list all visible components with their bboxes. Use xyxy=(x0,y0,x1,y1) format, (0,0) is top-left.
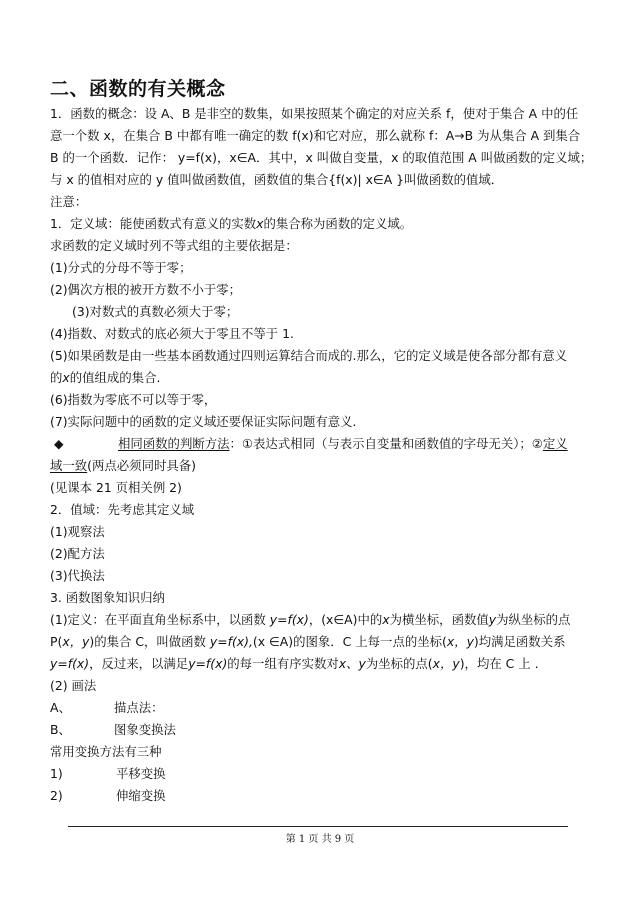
text-span: P( xyxy=(50,634,63,649)
graph-definition-line xyxy=(50,653,539,675)
method-a xyxy=(50,697,164,719)
text-span: 的 xyxy=(50,370,63,385)
list-item: (6)指数为零底不可以等于零， xyxy=(50,392,217,407)
text-span: ，反过来，以满足 xyxy=(89,656,189,671)
list-item: (1)分式的分母不等于零； xyxy=(50,260,192,275)
graph-heading: 3. 函数图象知识归纳 xyxy=(50,590,165,605)
transform-heading: 常用变换方法有三种 xyxy=(50,744,162,759)
text-span: 为纵坐标的点 xyxy=(496,612,571,627)
text-span: 为横坐标，函数值 xyxy=(389,612,489,627)
graph-definition-line xyxy=(50,631,565,653)
text-span: (两点必须同时具备) xyxy=(87,458,196,473)
text-span: 伸缩变换 xyxy=(116,788,166,803)
list-item: (3)对数式的真数必须大于零； xyxy=(72,304,239,319)
text-span: x xyxy=(62,370,70,385)
text-span: (1)定义：在平面直角坐标系中，以函数 xyxy=(50,612,270,627)
text-span: )的集合 C，叫做函数 xyxy=(89,634,210,649)
transform-item xyxy=(50,785,166,807)
paragraph-line: 1．函数的概念：设 A、B 是非空的数集，如果按照某个确定的对应关系 f，使对于集合 A 中的任 xyxy=(50,106,579,121)
text-span: x xyxy=(256,216,264,231)
domain-definition xyxy=(50,213,412,235)
list-item: (2)配方法 xyxy=(50,546,105,561)
text-span: 1．定义域：能使函数式有意义的实数 xyxy=(50,216,257,231)
paragraph-line: 求函数的定义域时列不等式组的主要依据是： xyxy=(50,238,298,253)
text-span: 的值组成的集合. xyxy=(69,370,161,385)
text-span: 域一致 xyxy=(50,458,88,473)
section-heading: 二、函数的有关概念 xyxy=(50,78,226,100)
text-span: y=f(x), xyxy=(209,634,253,649)
text-span: x，y xyxy=(432,656,460,671)
text-span: ，(x∈A)中的 xyxy=(308,612,383,627)
text-span: y=f(x) xyxy=(50,656,90,671)
list-item: (7)实际问题中的函数的定义域还要保证实际问题有意义. xyxy=(50,414,357,429)
text-span: ：①表达式相同（与表示自变量和函数值的字母无关）；② xyxy=(229,436,543,451)
text-span: x，y xyxy=(62,634,90,649)
same-function-rule xyxy=(118,433,568,455)
text-span: 的集合称为函数的定义域。 xyxy=(263,216,413,231)
draw-heading: (2) 画法 xyxy=(50,678,97,693)
method-b xyxy=(50,719,176,741)
note-label: 注意： xyxy=(50,194,88,209)
list-item: (3)代换法 xyxy=(50,568,105,583)
text-span: 的每一组有序实数对 xyxy=(227,656,339,671)
reference-note: (见课本 21 页相关例 2) xyxy=(50,480,182,495)
same-function-rule-cont xyxy=(50,455,196,477)
text-span: 图象变换法 xyxy=(114,722,176,737)
text-span: )均满足函数关系 xyxy=(473,634,566,649)
list-item: (2)偶次方根的被开方数不小于零； xyxy=(50,282,242,297)
list-item: (4)指数、对数式的底必须大于零且不等于 1. xyxy=(50,326,294,341)
paragraph-line: B 的一个函数．记作： y=f(x)，x∈A．其中，x 叫做自变量，x 的取值范围 A 叫做函数的定义域； xyxy=(50,150,593,165)
text-span: 定义 xyxy=(542,436,568,451)
text-span: x、y xyxy=(338,656,366,671)
list-item: (1)观察法 xyxy=(50,524,105,539)
text-span: y xyxy=(488,612,497,627)
bullet-icon: ◆ xyxy=(54,436,64,451)
text-span: 描点法： xyxy=(114,700,164,715)
text-span: 2) xyxy=(50,788,63,803)
text-span: y=f(x) xyxy=(188,656,228,671)
transform-item xyxy=(50,763,166,785)
paragraph-line: 意一个数 x，在集合 B 中都有唯一确定的数 f(x)和它对应，那么就称 f：A→B 为从集合 A 到集合 xyxy=(50,128,581,143)
text-span: A、 xyxy=(50,700,71,715)
text-span: y=f(x) xyxy=(269,612,309,627)
text-span: B、 xyxy=(50,722,71,737)
list-item xyxy=(50,367,160,389)
text-span: )，均在 C 上 . xyxy=(459,656,539,671)
graph-definition-line xyxy=(50,609,570,631)
footer-divider xyxy=(68,826,568,827)
range-heading: 2．值域：先考虑其定义域 xyxy=(50,502,195,517)
text-span: 1) xyxy=(50,766,63,781)
text-span: 为坐标的点( xyxy=(365,656,433,671)
paragraph-line: 与 x 的值相对应的 y 值叫做函数值，函数值的集合{f(x)| x∈A }叫做函数的值域． xyxy=(50,172,504,187)
text-span: x xyxy=(382,612,390,627)
list-item: (5)如果函数是由一些基本函数通过四则运算结合而成的.那么，它的定义域是使各部分都有意义 xyxy=(50,348,568,363)
text-span: 相同函数的判断方法 xyxy=(118,436,230,451)
text-span: x，y xyxy=(446,634,474,649)
text-span: (x ∈A)的图象．C 上每一点的坐标( xyxy=(252,634,447,649)
page-number: 第 1 页 共 9 页 xyxy=(285,834,355,845)
text-span: 平移变换 xyxy=(116,766,166,781)
